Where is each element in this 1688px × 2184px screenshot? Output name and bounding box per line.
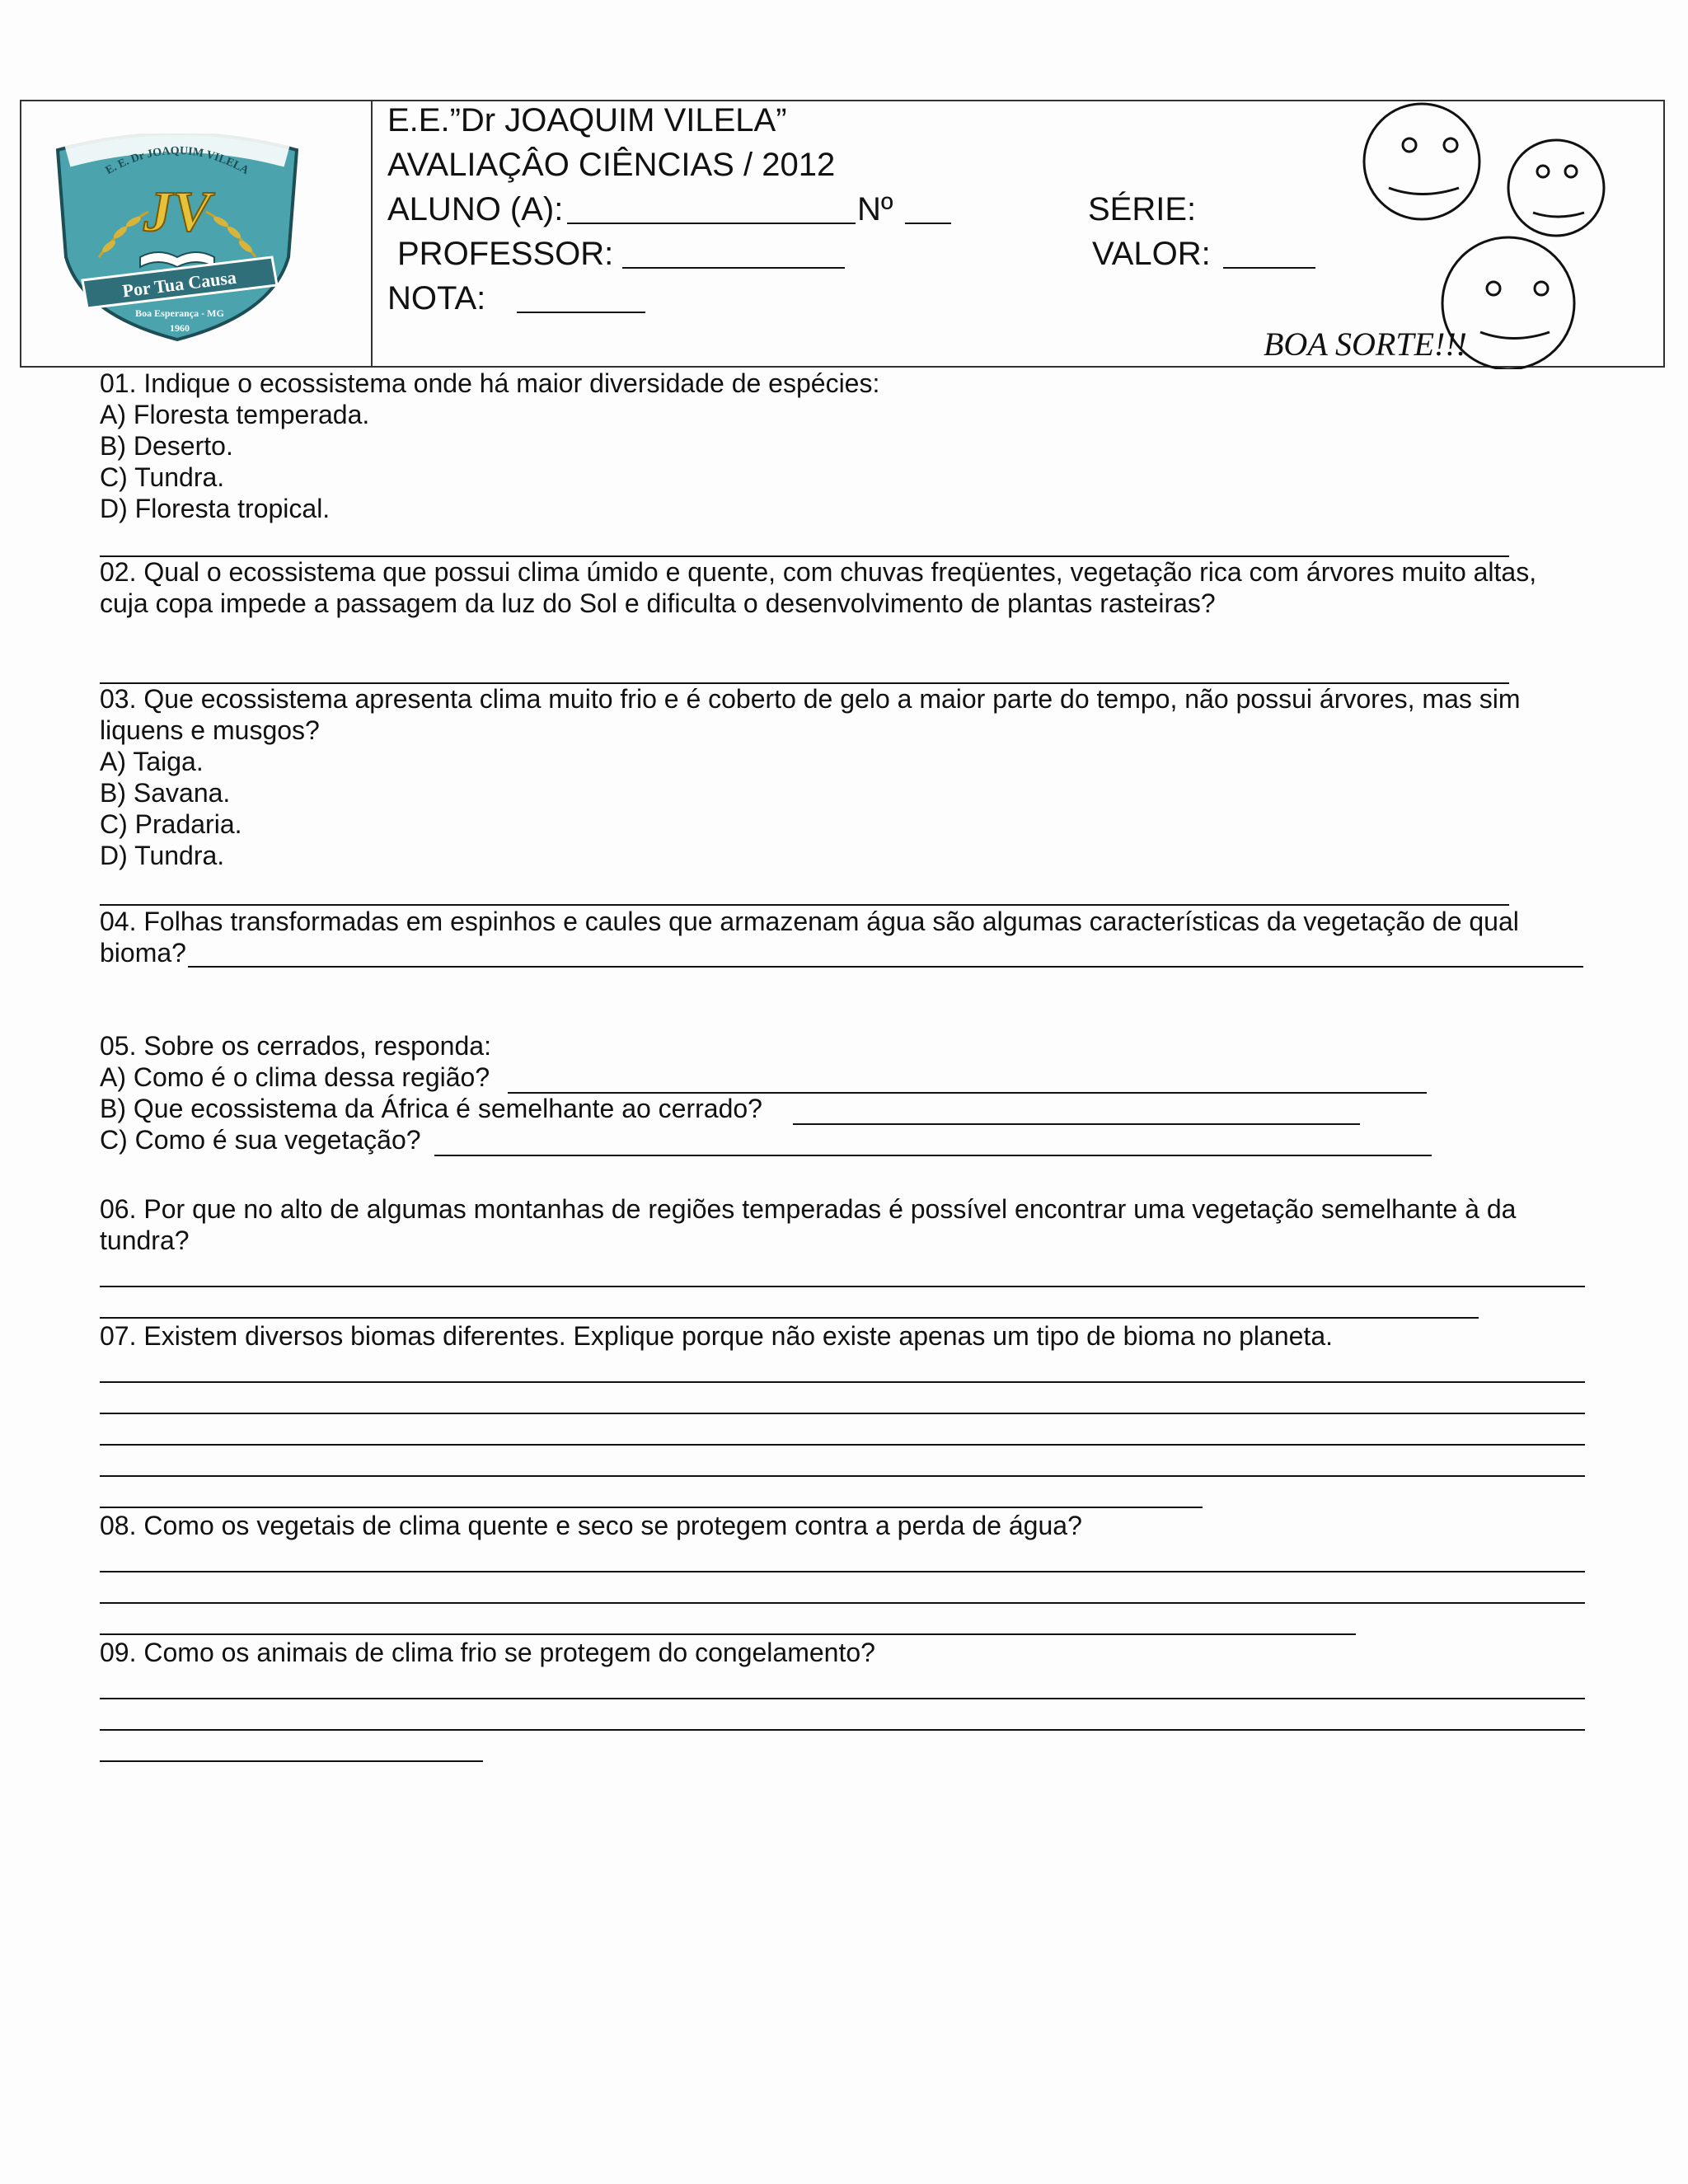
smiley-face-icon	[1364, 104, 1479, 219]
q3-option-b[interactable]: B) Savana.	[100, 778, 231, 808]
question-4: 04. Folhas transformadas em espinhos e caules que armazenam água são algumas características da vegetação de qual	[100, 907, 1519, 936]
answer-line[interactable]	[100, 1633, 1356, 1635]
answer-line[interactable]	[188, 966, 1583, 968]
q1-option-a[interactable]: A) Floresta temperada.	[100, 400, 370, 429]
emblem-city: Boa Esperança - MG	[135, 307, 224, 319]
exam-title: AVALIAÇÂO CIÊNCIAS / 2012	[387, 147, 836, 183]
value-blank[interactable]	[1223, 267, 1315, 269]
value-label: VALOR:	[1092, 236, 1211, 272]
question-8: 08. Como os vegetais de clima quente e seco se protegem contra a perda de água?	[100, 1511, 1082, 1540]
emblem-motto: Por Tua Causa	[121, 266, 238, 302]
emblem-year: 1960	[170, 322, 190, 334]
teacher-label: PROFESSOR:	[397, 236, 614, 272]
question-3: 03. Que ecossistema apresenta clima muito frio e é coberto de gelo a maior parte do tempo, não possui árvores, mas sim liquens e musgos?	[100, 684, 1521, 745]
answer-line[interactable]	[434, 1155, 1432, 1156]
emblem-monogram: JV	[143, 180, 211, 244]
answer-line[interactable]	[100, 1698, 1585, 1699]
answer-line[interactable]	[100, 1602, 1585, 1604]
answer-line[interactable]	[100, 1571, 1585, 1572]
q1-option-b[interactable]: B) Deserto.	[100, 431, 233, 461]
answer-line[interactable]	[100, 1413, 1585, 1414]
question-1: 01. Indique o ecossistema onde há maior diversidade de espécies:	[100, 368, 880, 398]
q5-item-a: A) Como é o clima dessa região?	[100, 1062, 490, 1092]
school-emblem-logo	[49, 134, 305, 344]
smiley-face-icon	[1442, 237, 1574, 369]
q3-option-a[interactable]: A) Taiga.	[100, 747, 204, 776]
answer-line[interactable]	[100, 1507, 1203, 1508]
answer-line[interactable]	[100, 1760, 483, 1762]
q1-option-d[interactable]: D) Floresta tropical.	[100, 494, 331, 523]
q5-item-c: C) Como é sua vegetação?	[100, 1125, 421, 1155]
teacher-name-blank[interactable]	[622, 267, 845, 269]
student-name-blank[interactable]	[567, 223, 856, 224]
q3-option-d[interactable]: D) Tundra.	[100, 841, 225, 870]
question-2: 02. Qual o ecossistema que possui clima úmido e quente, com chuvas freqüentes, vegetação rica com árvores muito altas, cuja copa impede a passagem da luz do Sol e dificulta o desenvolvimento de plantas rasteiras?	[100, 557, 1537, 618]
question-7: 07. Existem diversos biomas diferentes. Explique porque não existe apenas um tipo de bioma no planeta.	[100, 1321, 1333, 1351]
question-5: 05. Sobre os cerrados, responda:	[100, 1031, 491, 1061]
question-6: 06. Por que no alto de algumas montanhas de regiões temperadas é possível encontrar uma vegetação semelhante à da tundra?	[100, 1194, 1517, 1255]
school-name: E.E.”Dr JOAQUIM VILELA”	[387, 102, 787, 138]
answer-line[interactable]	[100, 1444, 1585, 1446]
answer-line[interactable]	[100, 1381, 1585, 1383]
question-9: 09. Como os animais de clima frio se protegem do congelamento?	[100, 1638, 875, 1667]
student-number-blank[interactable]	[905, 223, 951, 224]
emblem-arc-text: E. E. Dr JOAQUIM VILELA	[103, 144, 251, 178]
score-blank[interactable]	[517, 312, 645, 313]
answer-line[interactable]	[793, 1123, 1360, 1125]
answer-line[interactable]	[100, 1286, 1585, 1287]
q5-item-b: B) Que ecossistema da África é semelhante ao cerrado?	[100, 1094, 762, 1123]
answer-line[interactable]	[100, 1317, 1479, 1319]
answer-line[interactable]	[100, 1729, 1585, 1731]
answer-line[interactable]	[100, 1475, 1585, 1477]
score-label: NOTA:	[387, 280, 486, 316]
number-label: Nº	[857, 191, 893, 227]
smiley-face-icon	[1508, 140, 1604, 236]
grade-label: SÉRIE:	[1088, 191, 1197, 227]
good-luck-text: BOA SORTE!!!	[1264, 326, 1467, 363]
smiley-faces	[1352, 97, 1615, 369]
question-4-end: bioma?	[100, 938, 186, 968]
q3-option-c[interactable]: C) Pradaria.	[100, 809, 242, 839]
q1-option-c[interactable]: C) Tundra.	[100, 462, 225, 492]
student-label: ALUNO (A):	[387, 191, 564, 227]
